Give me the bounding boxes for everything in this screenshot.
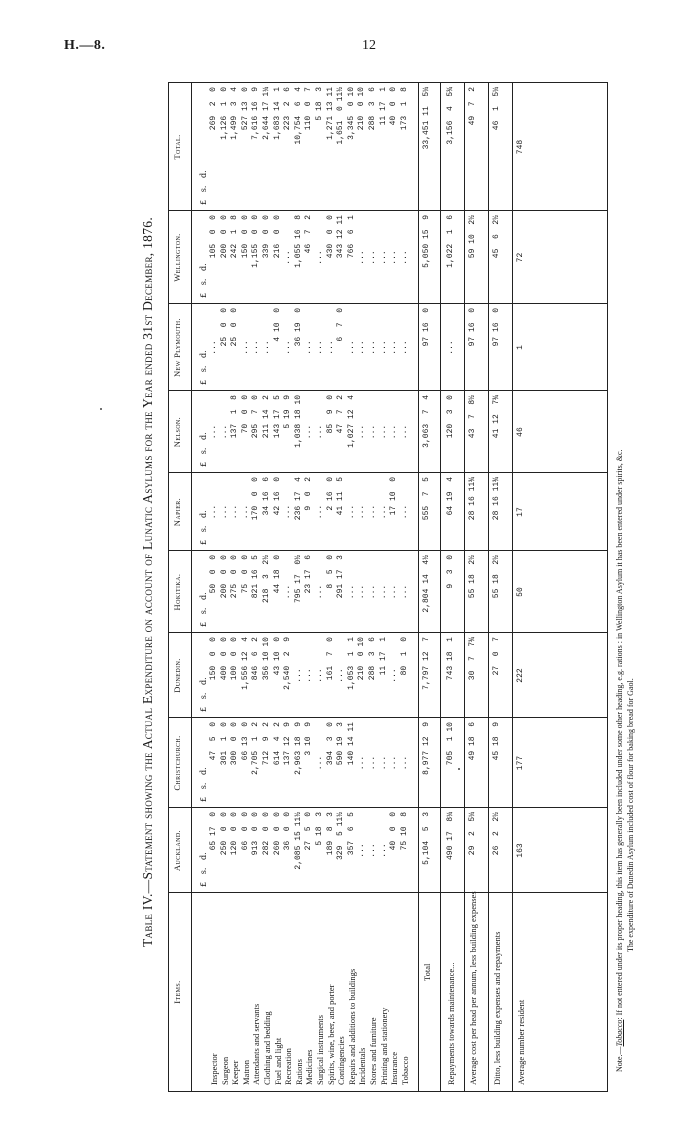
page-speck bbox=[100, 408, 102, 410]
value-cell: 7,616 16 9 bbox=[251, 87, 261, 140]
column-divider bbox=[169, 632, 607, 633]
value-cell: 1,038 18 10 bbox=[293, 395, 303, 448]
value-cell: ... bbox=[315, 340, 324, 355]
value-cell: ... bbox=[315, 584, 324, 600]
value-cell: 218 3 2½ bbox=[262, 555, 271, 604]
value-cell: 47 5 0 bbox=[209, 722, 218, 761]
summary-row-label: Average cost per head per annum, less building expenses bbox=[468, 891, 479, 1085]
summary-rule bbox=[440, 83, 441, 1091]
value-cell: ... bbox=[304, 424, 314, 440]
column-divider bbox=[169, 550, 607, 551]
value-cell: 260 0 0 bbox=[272, 812, 282, 856]
item-label: Inspector bbox=[209, 1053, 219, 1085]
value-cell: ... bbox=[209, 424, 218, 440]
summary-row-label: Average number resident bbox=[516, 999, 527, 1085]
item-label: Rations bbox=[293, 1059, 304, 1085]
summary-row-label: Repayments towards maintenance... bbox=[446, 962, 457, 1085]
summary-cell: 3,156 4 5¾ bbox=[446, 87, 456, 145]
column-divider bbox=[169, 390, 607, 391]
value-cell: 614 4 2 bbox=[272, 722, 282, 766]
value-cell: ... bbox=[293, 668, 303, 683]
value-cell: 291 17 3 bbox=[336, 555, 346, 599]
item-label: Incidentals bbox=[357, 1047, 368, 1085]
value-cell: ... bbox=[399, 504, 409, 520]
note-tobacco-word: Tobacco bbox=[615, 1019, 624, 1047]
value-cell: 43 10 0 bbox=[272, 637, 282, 676]
summary-cell: 17 bbox=[516, 507, 526, 517]
value-cell: 120 0 0 bbox=[230, 812, 240, 856]
value-cell: ... bbox=[219, 424, 229, 440]
value-cell: 80 1 0 bbox=[399, 637, 409, 676]
value-cell: ... bbox=[389, 668, 399, 683]
value-cell: 17 10 0 bbox=[389, 477, 399, 516]
value-cell: 9 0 2 bbox=[304, 477, 314, 511]
column-header: Hokitika. bbox=[172, 573, 182, 611]
value-cell: 3 10 9 bbox=[304, 722, 314, 756]
value-cell: 137 1 8 bbox=[230, 395, 240, 439]
value-cell: 150 0 0 bbox=[209, 637, 218, 681]
value-cell: 27 5 0 bbox=[304, 812, 314, 851]
value-cell: ... bbox=[399, 250, 409, 265]
item-label: Printing and stationery bbox=[378, 1007, 389, 1085]
column-divider bbox=[169, 210, 607, 211]
summary-row-label: Ditto, less building expenses and repayments bbox=[492, 931, 503, 1085]
currency-units-label: £ s. d. bbox=[199, 767, 208, 802]
value-cell: ... bbox=[378, 504, 388, 520]
value-cell: 1,053 1 1 bbox=[346, 637, 356, 690]
value-cell: 846 6 2 bbox=[251, 637, 261, 681]
summary-cell: 97 16 0 bbox=[492, 308, 502, 347]
value-cell: 5 18 3 bbox=[315, 812, 324, 846]
value-cell: ... bbox=[209, 504, 218, 520]
value-cell: 394 3 0 bbox=[325, 722, 335, 766]
value-cell: 236 17 4 bbox=[293, 477, 303, 521]
total-cell: 3,063 7 4 bbox=[422, 395, 432, 448]
value-cell: 40 0 0 bbox=[389, 87, 399, 126]
summary-cell: 97 16 0 bbox=[468, 308, 478, 347]
note-line-2: The expenditure of Dunedin Asylum included cost of flour for baking bread for Gaol. bbox=[626, 678, 635, 952]
value-cell: 1,556 12 4 bbox=[240, 637, 250, 690]
item-label: Clothing and bedding bbox=[261, 1011, 272, 1085]
value-cell: 173 1 8 bbox=[399, 87, 409, 131]
value-cell: 1,155 0 0 bbox=[251, 215, 261, 268]
currency-units-label: £ s. d. bbox=[199, 170, 208, 205]
value-cell: ... bbox=[346, 340, 356, 355]
value-cell: 5 19 9 bbox=[283, 395, 293, 429]
value-cell: ... bbox=[283, 584, 293, 600]
column-divider bbox=[169, 892, 607, 893]
value-cell: 275 0 0 bbox=[230, 555, 240, 599]
value-cell: 2,963 18 9 bbox=[293, 722, 303, 775]
items-column-header: Items. bbox=[172, 980, 182, 1004]
item-label: Insurance bbox=[389, 1051, 400, 1085]
total-cell: 5,050 15 9 bbox=[422, 215, 432, 268]
summary-cell: 748 bbox=[516, 139, 526, 155]
total-cell: 33,451 11 5¼ bbox=[422, 87, 432, 150]
value-cell: 288 3 6 bbox=[368, 637, 377, 681]
total-cell: 5,104 5 3 bbox=[422, 812, 432, 865]
value-cell: 1,126 1 0 bbox=[219, 87, 229, 140]
value-cell: 23 17 6 bbox=[304, 555, 314, 594]
currency-units-label: £ s. d. bbox=[199, 350, 208, 385]
value-cell: 65 17 0 bbox=[209, 812, 218, 851]
item-label: Stores and furniture bbox=[367, 1017, 378, 1085]
value-cell: ... bbox=[389, 250, 399, 265]
page-section-code: H.—8. bbox=[64, 38, 106, 53]
value-cell: 1,027 12 4 bbox=[346, 395, 356, 448]
column-header: New Plymouth. bbox=[172, 317, 182, 378]
summary-cell: 163 bbox=[516, 843, 526, 858]
value-cell: 343 12 11 bbox=[336, 215, 346, 259]
table-title-main: Statement showing the Actual Expenditure on account of Lunatic Asylums for the Year ended 31st December, 1876. bbox=[140, 216, 155, 880]
value-cell: ... bbox=[399, 424, 409, 440]
summary-cell: 28 16 11¾ bbox=[468, 477, 478, 521]
summary-cell: 1,022 1 6 bbox=[446, 215, 456, 268]
value-cell: 300 0 0 bbox=[230, 722, 240, 766]
currency-units-label: £ s. d. bbox=[199, 432, 208, 467]
expenditure-table bbox=[168, 82, 608, 1092]
summary-cell: 45 18 9 bbox=[492, 722, 502, 761]
summary-cell: 49 18 6 bbox=[468, 722, 478, 761]
value-cell: ... bbox=[368, 340, 377, 355]
value-cell: ... bbox=[357, 250, 367, 265]
value-cell: ... bbox=[346, 504, 356, 520]
value-cell: ... bbox=[378, 755, 388, 771]
summary-cell: 50 bbox=[516, 587, 526, 597]
column-header: Wellington. bbox=[172, 233, 182, 282]
value-cell: ... bbox=[283, 250, 293, 265]
item-label: Surgical instruments bbox=[314, 1015, 325, 1085]
value-cell: 66 13 0 bbox=[240, 722, 250, 761]
value-cell: 85 9 0 bbox=[325, 395, 335, 434]
value-cell: ... bbox=[378, 584, 388, 600]
value-cell: ... bbox=[389, 755, 399, 771]
value-cell: 47 7 2 bbox=[336, 395, 346, 434]
value-cell: ... bbox=[389, 340, 399, 355]
summary-cell: 177 bbox=[516, 755, 526, 771]
value-cell: 288 3 6 bbox=[368, 87, 377, 131]
summary-cell: 1 bbox=[516, 345, 526, 350]
value-cell: 1,683 14 1 bbox=[272, 87, 282, 140]
value-cell: 46 7 2 bbox=[304, 215, 314, 254]
value-cell: ... bbox=[209, 340, 218, 355]
value-cell: 210 0 10 bbox=[357, 637, 367, 681]
value-cell: ... bbox=[357, 843, 367, 858]
value-cell: 161 7 0 bbox=[325, 637, 335, 681]
summary-cell: 29 2 5¼ bbox=[468, 812, 478, 856]
value-cell: 70 0 0 bbox=[240, 395, 250, 434]
note-line-1: : If not entered under its proper heading, this item has generally been included under some other heading, e.g. rations : in Wellington Asylum it has been entered under spirits, &c. bbox=[615, 449, 624, 1020]
summary-cell: 41 12 7¾ bbox=[492, 395, 502, 439]
item-label: Matron bbox=[240, 1059, 251, 1085]
value-cell: ... bbox=[304, 340, 314, 355]
value-cell: 223 2 6 bbox=[283, 87, 293, 131]
value-cell: 105 0 0 bbox=[209, 215, 218, 259]
value-cell: 10,754 6 4 bbox=[293, 87, 303, 145]
total-rule bbox=[418, 83, 419, 1091]
value-cell: 143 17 5 bbox=[272, 395, 282, 439]
value-cell: ... bbox=[357, 584, 367, 600]
value-cell: 4 10 0 bbox=[272, 308, 282, 342]
value-cell: ... bbox=[357, 755, 367, 771]
value-cell: ... bbox=[325, 340, 335, 355]
summary-cell: 30 7 7¾ bbox=[468, 637, 478, 681]
value-cell: 3,345 0 10 bbox=[346, 87, 356, 140]
summary-cell: 59 10 2½ bbox=[468, 215, 478, 259]
value-cell: 250 0 0 bbox=[219, 812, 229, 856]
value-cell: 339 0 0 bbox=[262, 215, 271, 259]
value-cell: 590 19 3 bbox=[336, 722, 346, 766]
value-cell: 41 11 5 bbox=[336, 477, 346, 516]
value-cell: 140 14 11 bbox=[346, 722, 356, 766]
summary-cell: 222 bbox=[516, 668, 526, 683]
total-cell: 8,977 12 9 bbox=[422, 722, 432, 775]
summary-row-rule bbox=[464, 83, 465, 1091]
value-cell: 2,085 15 11½ bbox=[293, 812, 303, 870]
value-cell: ... bbox=[315, 755, 324, 771]
summary-cell: 490 17 8¼ bbox=[446, 812, 456, 861]
value-cell: ... bbox=[315, 250, 324, 265]
summary-cell: 26 2 2½ bbox=[492, 812, 502, 856]
value-cell: 34 16 6 bbox=[262, 477, 271, 516]
value-cell: ... bbox=[399, 584, 409, 600]
page-number: 12 bbox=[362, 38, 376, 53]
table-title bbox=[140, 82, 164, 1082]
column-header: Total. bbox=[172, 134, 182, 160]
summary-cell: 55 18 2½ bbox=[492, 555, 502, 599]
item-label: Spirits, wine, beer, and porter bbox=[325, 984, 336, 1085]
value-cell: 269 2 0 bbox=[209, 87, 218, 131]
total-cell: 97 16 0 bbox=[422, 308, 432, 347]
value-cell: 1,651 0 11½ bbox=[336, 87, 346, 145]
item-label: Contingencies bbox=[336, 1036, 347, 1085]
value-cell: ... bbox=[315, 504, 324, 520]
column-header: Christchurch. bbox=[172, 735, 182, 791]
value-cell: 100 0 0 bbox=[230, 637, 240, 681]
summary-cell: 743 18 1 bbox=[446, 637, 456, 681]
total-label: Total bbox=[422, 963, 433, 981]
value-cell: 821 16 5 bbox=[251, 555, 261, 599]
value-cell: 913 0 0 bbox=[251, 812, 261, 856]
value-cell: 357 6 5 bbox=[346, 812, 356, 856]
rotated-table-area bbox=[140, 74, 660, 1092]
value-cell: 430 0 0 bbox=[325, 215, 335, 259]
item-label: Attendants and servants bbox=[251, 1003, 262, 1085]
items-list bbox=[209, 969, 410, 1085]
summary-cell: 27 0 7 bbox=[492, 637, 502, 676]
page-speck bbox=[458, 768, 460, 770]
value-cell: ... bbox=[389, 424, 399, 440]
value-cell: ... bbox=[230, 504, 240, 520]
value-cell: 8 5 0 bbox=[325, 555, 335, 589]
currency-units-label: £ s. d. bbox=[199, 852, 208, 887]
column-divider bbox=[169, 807, 607, 808]
value-cell: 712 9 2 bbox=[262, 722, 271, 766]
summary-cell: 43 7 8½ bbox=[468, 395, 478, 439]
value-cell: ... bbox=[219, 504, 229, 520]
summary-cell: 64 19 4 bbox=[446, 477, 456, 516]
value-cell: ... bbox=[262, 340, 271, 355]
value-cell: ... bbox=[368, 424, 377, 440]
value-cell: ... bbox=[304, 668, 314, 683]
value-cell: 6 7 0 bbox=[336, 308, 346, 342]
summary-cell: 46 1 5¼ bbox=[492, 87, 502, 131]
value-cell: 170 0 0 bbox=[251, 477, 261, 521]
value-cell: 527 13 0 bbox=[240, 87, 250, 131]
value-cell: 40 0 0 bbox=[389, 812, 399, 851]
value-cell: ... bbox=[389, 584, 399, 600]
value-cell: ... bbox=[251, 340, 261, 355]
value-cell: 110 0 7 bbox=[304, 87, 314, 131]
summary-cell: 49 7 2 bbox=[468, 87, 478, 126]
value-cell: ... bbox=[240, 340, 250, 355]
currency-units-label: £ s. d. bbox=[199, 677, 208, 712]
value-cell: ... bbox=[399, 755, 409, 771]
value-cell: 295 7 0 bbox=[251, 395, 261, 439]
table-footnote bbox=[614, 92, 636, 1072]
currency-units-label: £ s. d. bbox=[199, 263, 208, 298]
value-cell: ... bbox=[357, 504, 367, 520]
value-cell: 36 0 0 bbox=[283, 812, 293, 851]
item-label: Fuel and light bbox=[272, 1037, 283, 1085]
value-cell: 2,644 17 1¼ bbox=[262, 87, 271, 140]
value-cell: 200 0 0 bbox=[219, 215, 229, 259]
value-cell: ... bbox=[368, 504, 377, 520]
value-cell: 5 18 3 bbox=[315, 87, 324, 121]
value-cell: 301 1 0 bbox=[219, 722, 229, 766]
value-cell: 242 1 8 bbox=[230, 215, 240, 259]
value-cell: ... bbox=[368, 584, 377, 600]
item-label: Recreation bbox=[283, 1048, 294, 1085]
column-header: Dunedin. bbox=[172, 658, 182, 693]
value-cell: 25 0 0 bbox=[219, 308, 229, 347]
value-cell: ... bbox=[346, 584, 356, 600]
summary-cell: ... bbox=[446, 340, 456, 355]
value-cell: 1,271 13 11 bbox=[325, 87, 335, 140]
value-cell: 75 10 8 bbox=[399, 812, 409, 851]
value-cell: 66 0 0 bbox=[240, 812, 250, 851]
item-label: Keeper bbox=[230, 1060, 241, 1085]
value-cell: 216 0 0 bbox=[272, 215, 282, 259]
value-cell: ... bbox=[357, 424, 367, 440]
total-cell: 2,804 14 4½ bbox=[422, 555, 432, 613]
summary-cell: 46 bbox=[516, 427, 526, 437]
value-cell: 36 19 0 bbox=[293, 308, 303, 347]
value-cell: ... bbox=[283, 340, 293, 355]
value-cell: 42 16 0 bbox=[272, 477, 282, 516]
value-cell: ... bbox=[357, 340, 367, 355]
value-cell: 282 0 0 bbox=[262, 812, 271, 856]
value-cell: 44 18 0 bbox=[272, 555, 282, 594]
item-label: Surgeon bbox=[219, 1056, 230, 1085]
header-rule bbox=[191, 83, 192, 1091]
value-cell: ... bbox=[315, 668, 324, 683]
value-cell: 211 14 2 bbox=[262, 395, 271, 439]
value-cell: 400 0 0 bbox=[219, 637, 229, 681]
summary-cell: 45 6 2½ bbox=[492, 215, 502, 259]
value-cell: ... bbox=[283, 504, 293, 520]
value-cell: ... bbox=[368, 755, 377, 771]
value-cell: ... bbox=[378, 340, 388, 355]
value-cell: 200 0 0 bbox=[219, 555, 229, 599]
summary-cell: 9 3 0 bbox=[446, 555, 456, 589]
value-cell: ... bbox=[240, 504, 250, 520]
value-cell: 11 17 1 bbox=[378, 637, 388, 676]
summary-row-rule bbox=[488, 83, 489, 1091]
value-cell: ... bbox=[378, 424, 388, 440]
table-title-prefix: Table IV.— bbox=[140, 879, 155, 948]
column-header: Auckland. bbox=[172, 829, 182, 872]
summary-cell: 705 1 10 bbox=[446, 722, 456, 766]
item-label: Repairs and additions to buildings bbox=[346, 968, 357, 1085]
value-cell: ... bbox=[378, 843, 388, 858]
value-cell: 329 5 11½ bbox=[336, 812, 346, 861]
total-cell: 7,797 12 7 bbox=[422, 637, 432, 690]
total-cell: 555 7 5 bbox=[422, 477, 432, 521]
summary-cell: 72 bbox=[516, 252, 526, 263]
value-cell: ... bbox=[336, 668, 346, 683]
column-header: Napier. bbox=[172, 497, 182, 527]
value-cell: 2,540 2 9 bbox=[283, 637, 293, 690]
value-cell: 189 8 3 bbox=[325, 812, 335, 856]
value-cell: 25 0 0 bbox=[230, 308, 240, 347]
note-label: Note.— bbox=[615, 1046, 624, 1072]
item-label: Tobacco bbox=[399, 1056, 410, 1085]
value-cell: 356 10 10 bbox=[262, 637, 271, 681]
value-cell: 75 0 0 bbox=[240, 555, 250, 594]
value-cell: 1,055 16 8 bbox=[293, 215, 303, 268]
column-divider bbox=[169, 717, 607, 718]
value-cell: ... bbox=[399, 340, 409, 355]
value-cell: ... bbox=[368, 843, 377, 858]
value-cell: 2 16 0 bbox=[325, 477, 335, 511]
summary-cell: 55 18 2½ bbox=[468, 555, 478, 599]
value-cell: 150 0 0 bbox=[240, 215, 250, 259]
currency-units-label: £ s. d. bbox=[199, 510, 208, 545]
value-cell: 210 0 10 bbox=[357, 87, 367, 131]
value-cell: 2,705 1 2 bbox=[251, 722, 261, 775]
value-cell: 766 6 1 bbox=[346, 215, 356, 259]
value-cell: ... bbox=[315, 424, 324, 440]
currency-units-label: £ s. d. bbox=[199, 592, 208, 627]
summary-row-rule bbox=[512, 83, 513, 1091]
value-cell: 1,499 3 4 bbox=[230, 87, 240, 140]
column-header: Nelson. bbox=[172, 416, 182, 448]
value-cell: 795 17 0½ bbox=[293, 555, 303, 604]
column-divider bbox=[169, 303, 607, 304]
column-divider bbox=[169, 472, 607, 473]
summary-cell: 28 16 11¾ bbox=[492, 477, 502, 521]
item-label: Medicines bbox=[304, 1049, 315, 1085]
value-cell: 11 17 1 bbox=[378, 87, 388, 126]
value-cell: 50 0 0 bbox=[209, 555, 218, 594]
value-cell: 137 12 9 bbox=[283, 722, 293, 766]
value-cell: ... bbox=[368, 250, 377, 265]
summary-cell: 120 3 0 bbox=[446, 395, 456, 439]
value-cell: ... bbox=[378, 250, 388, 265]
